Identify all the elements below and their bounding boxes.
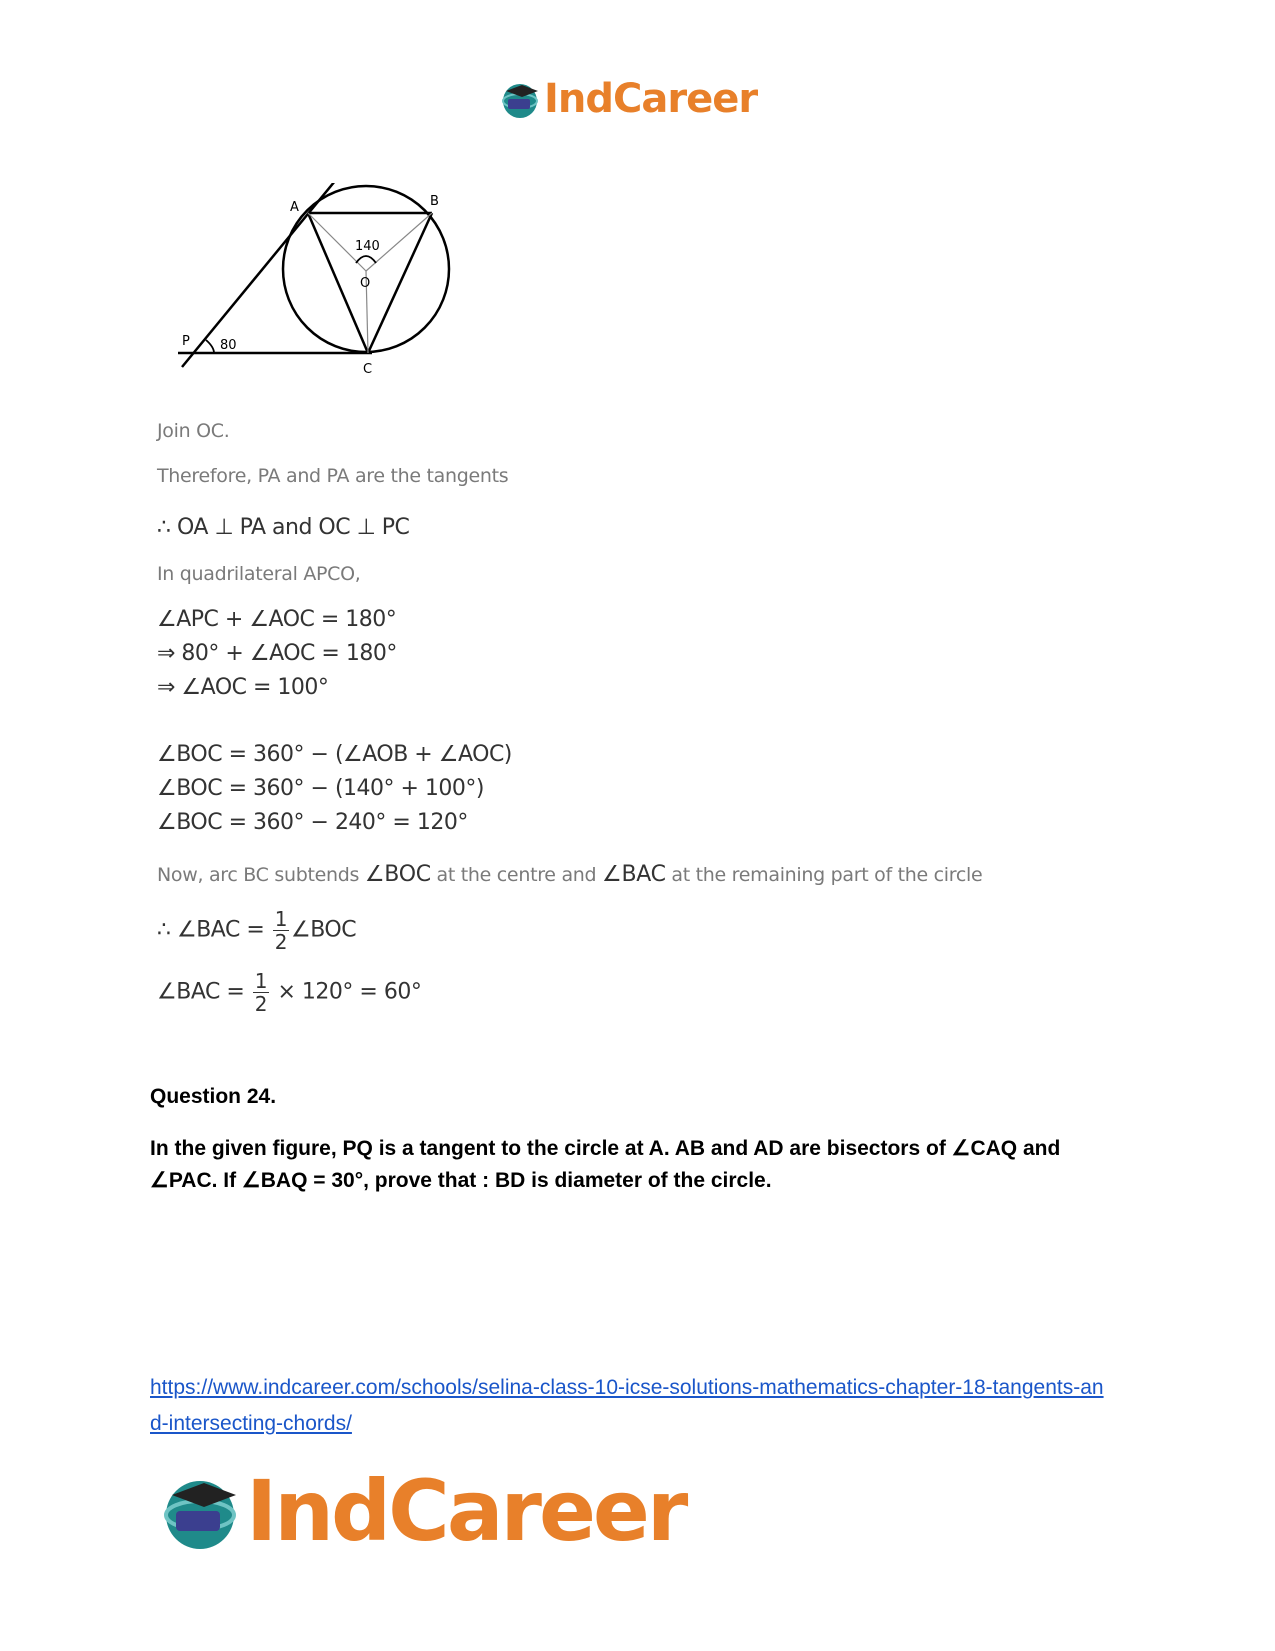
fraction-half-2 (253, 970, 269, 1015)
source-link[interactable]: https://www.indcareer.com/schools/selina-class-10-icse-solutions-mathematics-chapter-18-tangents-and-intersecting-chords/ (150, 1376, 1104, 1435)
label-p: P (182, 334, 190, 349)
logo-text: IndCareer (246, 1462, 686, 1560)
frac1-denominator: 2 (274, 930, 287, 954)
label-angle-p: 80 (220, 338, 237, 353)
chord-ac (308, 213, 371, 353)
solution-line-4: In quadrilateral APCO, (157, 563, 361, 585)
arc-text-3: at the remaining part of the circle (665, 864, 983, 886)
frac1-suffix: ∠BOC (290, 917, 357, 943)
arc-text-1: Now, arc BC subtends (157, 864, 365, 886)
equation-2: ⇒ 80° + ∠AOC = 180° (157, 641, 397, 666)
equation-3: ⇒ ∠AOC = 100° (157, 675, 329, 700)
solution-line-2: Therefore, PA and PA are the tangents (157, 465, 509, 487)
solution-line-3: ∴ OA ⊥ PA and OC ⊥ PC (157, 515, 410, 540)
arc-symbol-boc: ∠BOC (364, 862, 431, 887)
frac1-prefix: ∴ ∠BAC = (157, 917, 271, 943)
frac2-prefix: ∠BAC = (157, 979, 251, 1005)
geometry-figure (178, 183, 478, 393)
question-body: In the given figure, PQ is a tangent to the circle at A. AB and AD are bisectors of ∠CAQ and ∠PAC. If ∠BAQ = 30°, prove that : BD is diameter of the circle. (150, 1137, 1061, 1192)
chord-bc (368, 213, 432, 353)
angle-o-arc (356, 256, 376, 263)
footer-logo (160, 1462, 685, 1560)
angle-p-arc (206, 340, 214, 353)
frac2-denominator: 2 (254, 992, 267, 1016)
equation-1: ∠APC + ∠AOC = 180° (157, 607, 397, 632)
frac2-suffix: × 120° = 60° (271, 979, 422, 1005)
frac2-numerator: 1 (254, 969, 267, 993)
question-title: Question 24. (150, 1085, 277, 1108)
label-b: B (430, 194, 439, 209)
frac1-numerator: 1 (274, 907, 287, 931)
label-o: O (360, 276, 371, 291)
circle (283, 186, 449, 352)
arc-text-2: at the centre and (430, 864, 603, 886)
fraction-half-1 (273, 908, 289, 953)
logo-globe-icon (160, 1471, 240, 1551)
solution-line-1: Join OC. (157, 420, 230, 442)
label-c: C (363, 362, 373, 377)
tangent-pa (182, 183, 335, 367)
logo-text: IndCareer (544, 76, 758, 122)
equation-5: ∠BOC = 360° − (140° + 100°) (157, 776, 485, 801)
arc-statement (157, 862, 982, 887)
arc-symbol-bac: ∠BAC (602, 862, 666, 887)
equation-6: ∠BOC = 360° − 240° = 120° (157, 810, 468, 835)
header-logo (500, 76, 757, 122)
equation-4: ∠BOC = 360° − (∠AOB + ∠AOC) (157, 742, 512, 767)
label-angle-o: 140 (355, 239, 380, 254)
fraction-equation-1 (157, 908, 356, 953)
label-a: A (290, 200, 299, 215)
fraction-equation-2 (157, 970, 421, 1015)
logo-globe-icon (500, 79, 540, 119)
